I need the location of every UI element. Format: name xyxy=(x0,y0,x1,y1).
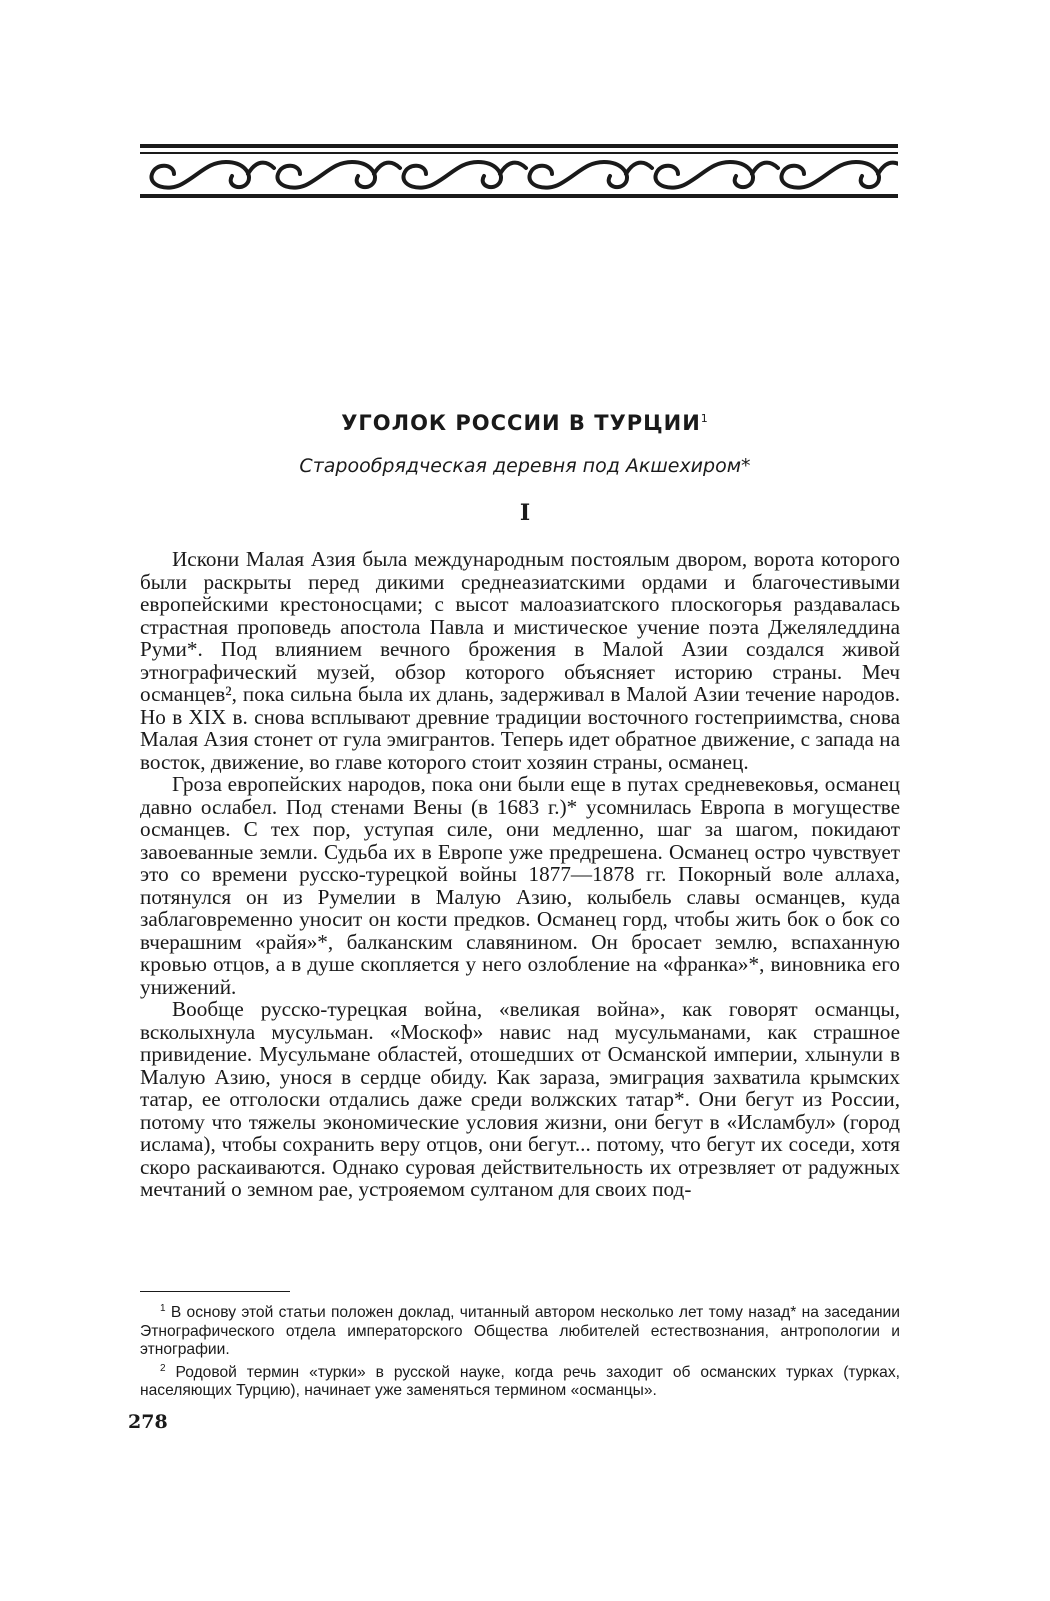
article-subtitle: Старообрядческая деревня под Акшехиром* xyxy=(299,455,751,477)
ornament-border xyxy=(140,144,898,210)
paragraph: Гроза европейских народов, пока они были еще в путах средневековья, османец давно ослабел. Под стенами Вены (в 1683 г.)* усомнилась Европа в могуществе османцев. С тех пор, уступая силе, они медленно, шаг за шагом, покидают завоеванные земли. Судьба их в Европе уже предрешена. Османец остро чувствует это со времени русско-турецкой войны 1877—1878 гг. Покорный воле аллаха, потянулся он из Румелии в Малую Азию, колыбель славы османцев, куда заблаговременно уносит он кости предков. Османец горд, чтобы жить бок о бок со вчерашним «райя»*, балканским славянином. Он бросает землю, вспаханную кровью отцов, а в душе скопляется у него озлобление на «франка»*, виновника его унижений. xyxy=(140,772,900,999)
page-number: 278 xyxy=(128,1411,168,1433)
footnote xyxy=(140,1300,900,1360)
wave-motif xyxy=(151,162,274,188)
wave-motif xyxy=(529,162,652,188)
footnote-mark: 2 xyxy=(160,1362,166,1374)
title-text: УГОЛОК РОССИИ В ТУРЦИИ xyxy=(341,411,701,435)
wave-motif xyxy=(277,162,400,188)
footnote xyxy=(140,1360,900,1401)
footnote-mark: 1 xyxy=(160,1303,166,1314)
body-text xyxy=(140,548,900,1201)
section-number: I xyxy=(519,500,531,526)
title-footnote-mark: 1 xyxy=(700,412,709,425)
footnote-text: В основу этой статьи положен доклад, читанный автором несколько лет тому назад* на заседании Этнографического отдела императорского Общества любителей естествознания, антропологии и этнографии. xyxy=(140,1304,900,1359)
wave-motif xyxy=(403,162,526,188)
article-title xyxy=(0,411,1050,435)
paragraph: Вообще русско-турецкая война, «великая война», как говорят османцы, всколыхнула мусульман. «Москоф» навис над мусульманами, как страшное привидение. Мусульмане областей, отошедших от Османской империи, хлынули в Малую Азию, унося в сердце обиду. Как зараза, эмиграция захватила крымских татар, ее отголоски отдались даже среди волжских татар*. Они бегут из России, потому что тяжелы экономические условия жизни, они бегут в «Исламбул» (город ислама), чтобы сохранить веру отцов, они бегут... потому, что бегут их соседи, хотя скоро раскаиваются. Однако суровая действительность их отрезвляет от радужных мечтаний о земном рае, устрояемом султаном для своих под- xyxy=(140,997,900,1201)
footnotes xyxy=(140,1300,900,1401)
wave-motif xyxy=(655,162,778,188)
footnote-text: Родовой термин «турки» в русской науке, когда речь заходит об османских турках (турках, населяющих Турцию), начинает уже заменяться термином «османцы». xyxy=(140,1363,900,1400)
wave-motif xyxy=(781,162,898,188)
paragraph: Искони Малая Азия была международным постоялым двором, ворота которого были раскрыты перед дикими среднеазиатскими ордами и благочестивыми европейскими крестоносцами; с высот малоазиатского плоскогорья раздавалась страстная проповедь апостола Павла и мистическое учение поэта Джеляледдина Руми*. Под влиянием вечного брожения в Малой Азии создался живой этнографический музей, обзор которого объясняет историю страны. Меч османцев², пока сильна была их длань, задерживал в Малой Азии течение народов. Но в XIX в. снова всплывают древние традиции восточного гостеприимства, снова Малая Азия стонет от гула эмигрантов. Теперь идет обратное движение, с запада на восток, движение, во главе которого стоит хозяин страны, османец. xyxy=(140,547,900,774)
footnote-rule xyxy=(140,1291,290,1292)
